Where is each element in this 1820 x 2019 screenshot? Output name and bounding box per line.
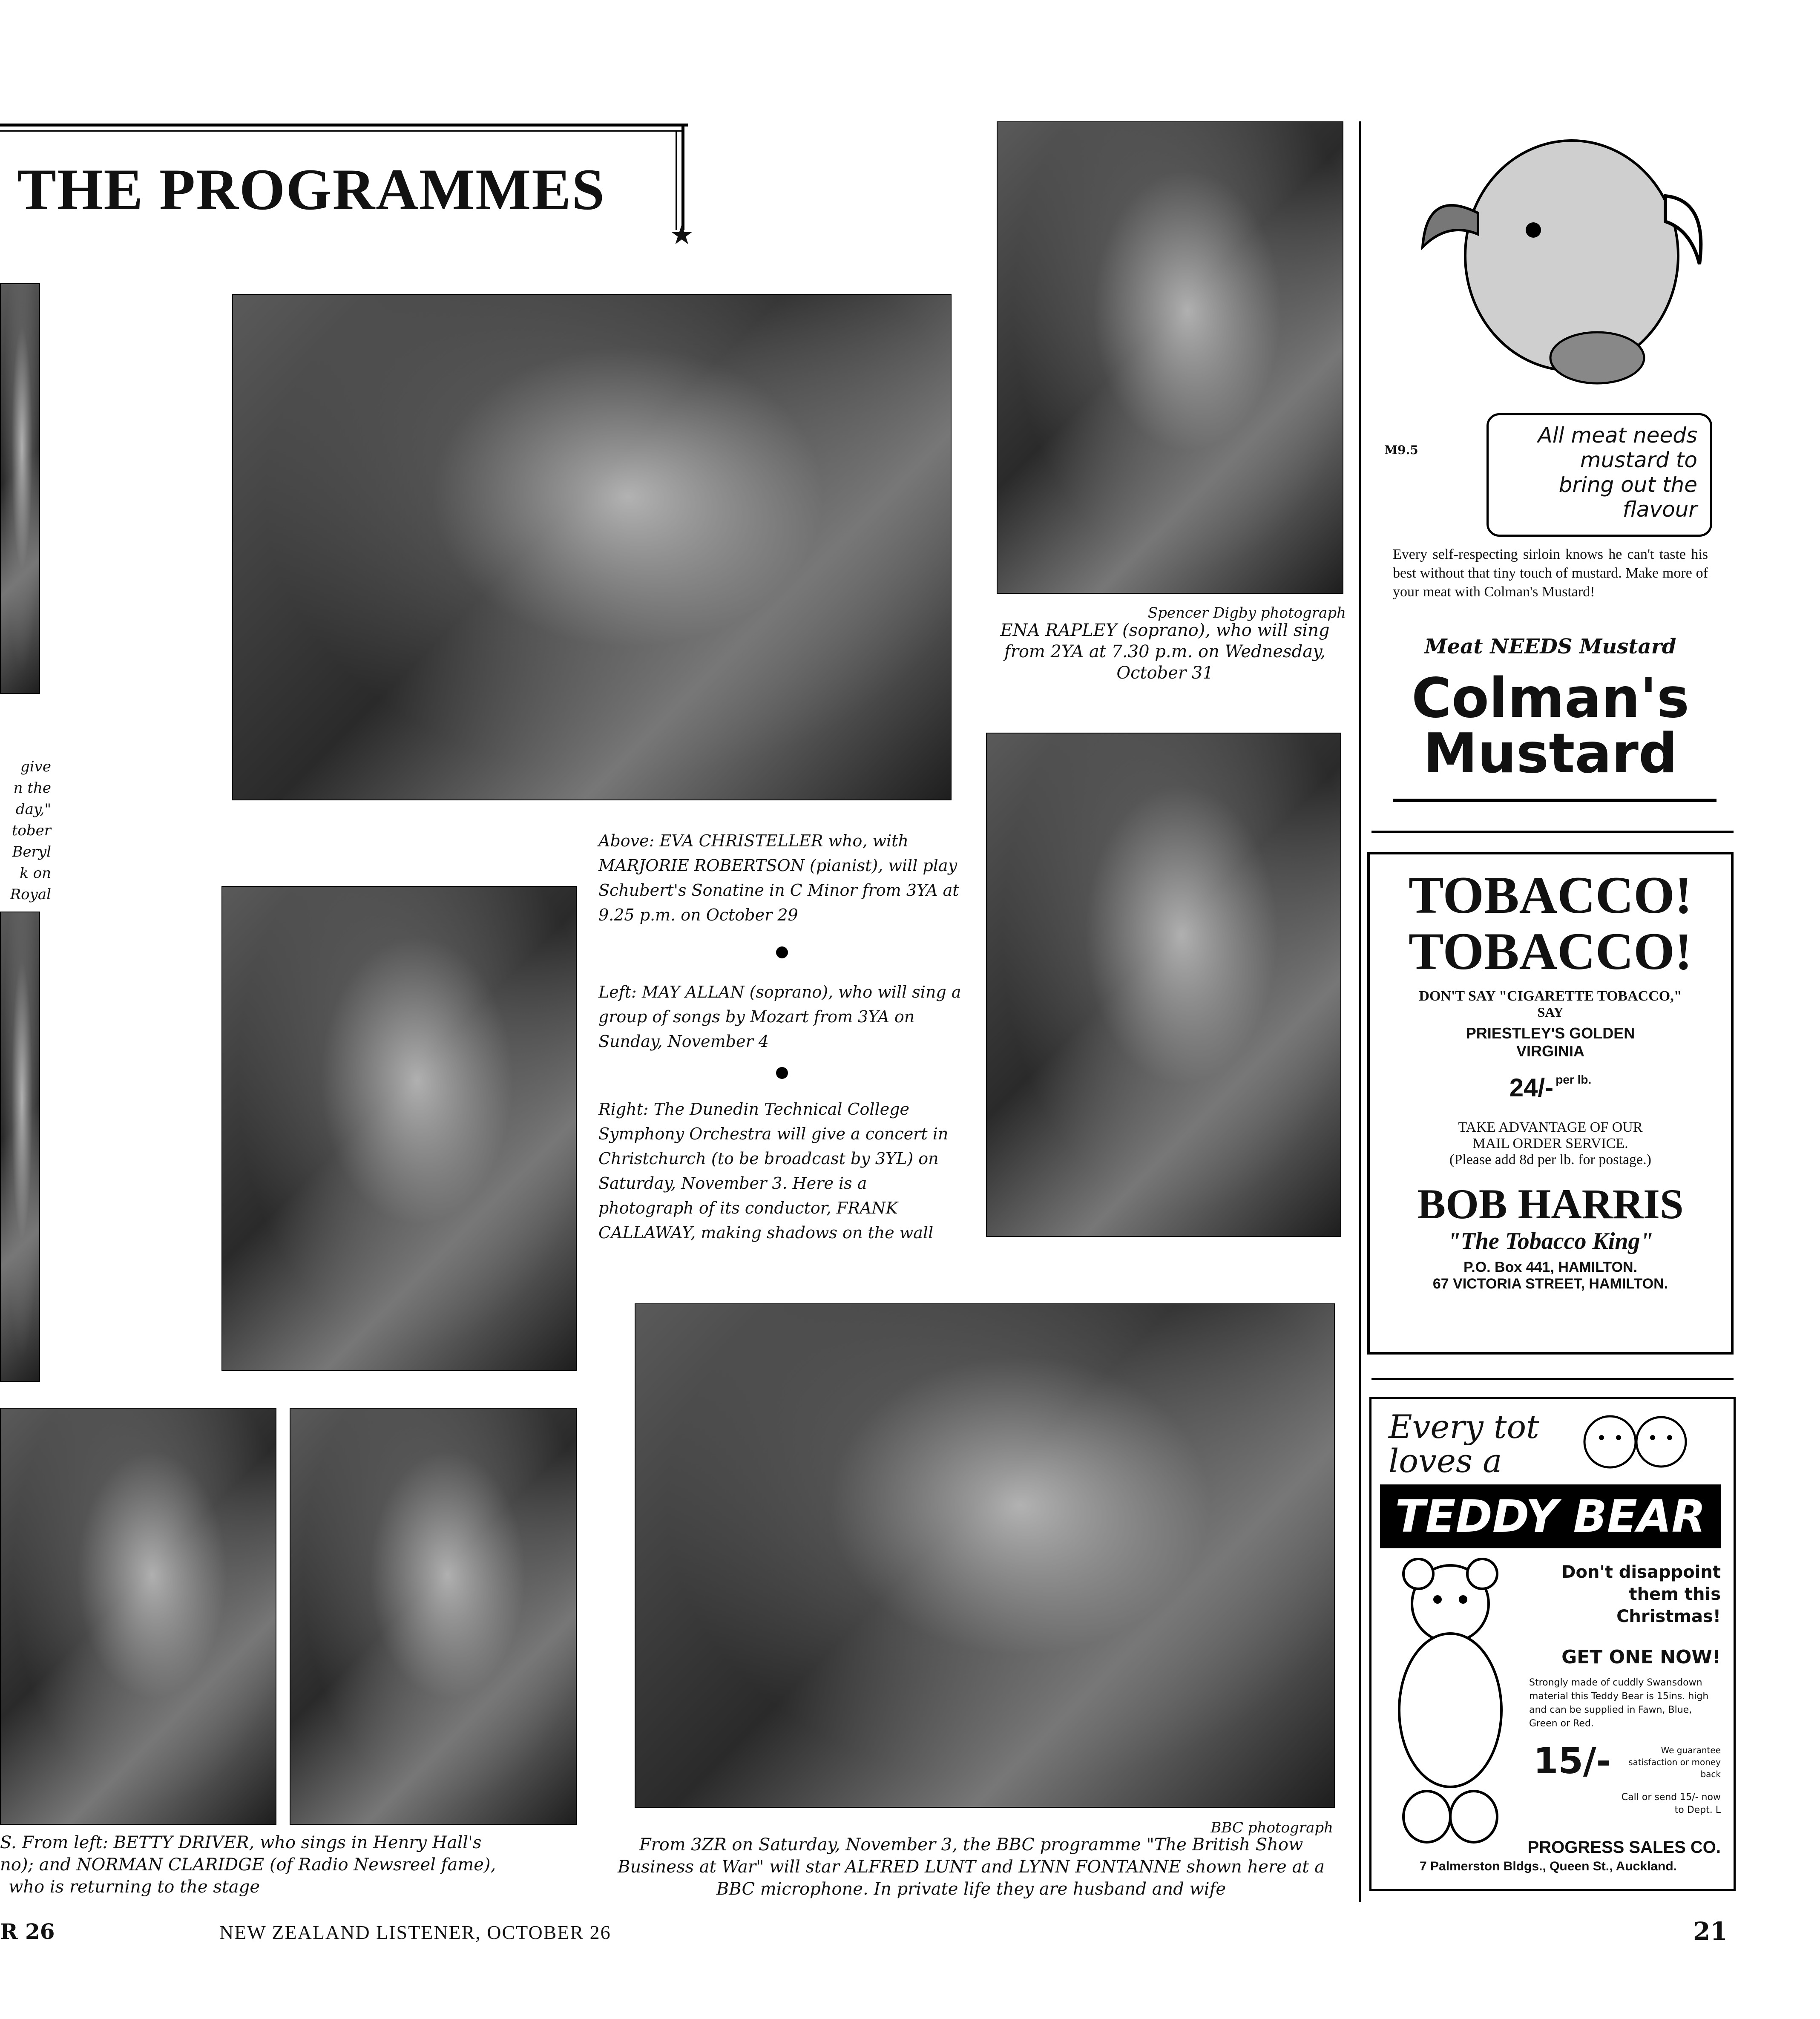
tobacco-line: PRIESTLEY'S GOLDEN [1466,1024,1635,1042]
teddy-address: 7 Palmerston Bldgs., Queen St., Auckland. [1419,1859,1677,1873]
tobacco-ad [1367,852,1734,1355]
teddy-bear-ad [1369,1397,1736,1891]
photo-eva-christeller-violin [232,294,952,800]
tobacco-price: 24/- [1509,1073,1554,1102]
tobacco-mail: TAKE ADVANTAGE OF OUR [1458,1119,1643,1135]
footer-left-page: R 26 [0,1919,55,1944]
page-title: THE PROGRAMMES [17,157,606,222]
bull-head-illustration [1393,136,1716,409]
dunedin-caption: Right: The Dunedin Technical College Symphony Orchestra will give a concert in Christchurch (to be broadcast by 3YL) on Saturday, November 3. Here is a photograph of its conductor, FRANK CALLAWAY, making shadows on the wall [598,1100,949,1242]
tobacco-mail: MAIL ORDER SERVICE. [1472,1136,1628,1151]
teddy-cta: GET ONE NOW! [1561,1646,1721,1668]
tobacco-price-unit: per lb. [1555,1073,1592,1086]
teddy-order: Call or send 15/- now to Dept. L [1621,1792,1721,1815]
title-frame-top-inner [0,130,681,132]
ad-underline [1393,799,1716,802]
ad-separator [1371,831,1734,833]
colmans-brand: Colman's [1412,667,1689,730]
teddy-pitch-line: Christmas! [1616,1607,1721,1626]
photo-norman-claridge [290,1408,577,1825]
star-icon: ★ [670,219,694,251]
teddy-company: PROGRESS SALES CO. [1527,1838,1721,1857]
tobacco-address: P.O. Box 441, HAMILTON. [1463,1259,1638,1275]
title-frame-right-inner [676,130,677,230]
left-cropped-photo-bottom [0,912,40,1382]
colmans-brand: Mustard [1423,722,1678,785]
speech-bubble [1486,413,1712,537]
colmans-body-copy: Every self-respecting sirloin knows he can't taste his best without that tiny touch of mustard. Make more of your meat with Colman's Mustard! [1393,546,1708,600]
children-faces-illustration [1572,1408,1699,1472]
teddy-details: Strongly made of cuddly Swansdown material this Teddy Bear is 15ins. high and can be supplied in Fawn, Blue, Green or Red. [1529,1677,1709,1729]
bottom-left-caption: S. From left: BETTY DRIVER, who sings in Henry Hall's no); and NORMAN CLARIDGE (of Radio Newsreel fame), who is returning to the stage [0,1833,496,1897]
left-fragment-caption: give n the day," tober Beryl k on Royal [10,758,51,903]
tobacco-name: BOB HARRIS [1417,1180,1684,1228]
eva-caption: Above: EVA CHRISTELLER who, with MARJORIE ROBERTSON (pianist), will play Schubert's Sonatine in C Minor from 3YA at 9.25 p.m. on October 29 [598,831,959,924]
photo-ena-rapley [997,121,1343,594]
tobacco-address: 67 VICTORIA STREET, HAMILTON. [1432,1276,1668,1292]
teddy-pitch-line: Don't disappoint [1561,1562,1721,1582]
bubble-line: bring out the [1558,472,1697,497]
teddy-pitch-line: them this [1629,1585,1721,1604]
may-caption: Left: MAY ALLAN (soprano), who will sing a group of songs by Mozart from 3YA on Sunday, November 4 [598,983,961,1051]
bubble-line: mustard to [1580,448,1697,472]
left-cropped-photo-top [0,283,40,694]
teddy-banner: TEDDY BEAR [1380,1484,1721,1548]
tobacco-line: SAY [1537,1004,1564,1020]
teddy-price: 15/- [1533,1740,1611,1782]
teddy-pitch [1533,1561,1721,1628]
ad-separator [1371,1378,1734,1380]
bubble-line: flavour [1622,497,1697,522]
title-frame-right [681,124,684,230]
footer-masthead: NEW ZEALAND LISTENER, OCTOBER 26 [219,1921,611,1943]
tobacco-tagline: "The Tobacco King" [1447,1228,1653,1254]
bullet-icon [776,946,788,958]
bbc-photo-credit: BBC photograph [1210,1819,1333,1836]
tobacco-headline: TOBACCO! [1408,866,1692,924]
column-divider [1359,121,1361,1902]
photo-may-allan [221,886,577,1371]
teddy-guarantee: We guarantee satisfaction or money back [1628,1745,1721,1779]
tobacco-mail: (Please add 8d per lb. for postage.) [1449,1152,1651,1168]
tobacco-line: DON'T SAY "CIGARETTE TOBACCO," [1419,988,1682,1004]
colmans-slogan: Meat NEEDS Mustard [1424,635,1676,659]
photo-betty-driver [0,1408,276,1825]
bubble-line: All meat needs [1538,423,1697,448]
teddy-bear-illustration [1380,1557,1521,1846]
ena-caption: ENA RAPLEY (soprano), who will sing from 2YA at 7.30 p.m. on Wednesday, October 31 [1000,621,1330,683]
teddy-script: loves a [1389,1442,1502,1480]
footer-page-number: 21 [1693,1917,1728,1946]
colmans-mustard-ad [1384,136,1716,809]
title-frame-top [0,124,688,127]
ena-photo-credit: Spencer Digby photograph [1147,604,1346,621]
photo-frank-callaway-conductor [986,733,1341,1237]
photo-bbc-microphone-lunt-fontanne [635,1303,1335,1808]
bbc-caption: From 3ZR on Saturday, November 3, the BBC programme "The British Show Business at War" will star ALFRED LUNT and LYNN FONTANNE shown here at a BBC microphone. In private life they are husband and wife [618,1835,1325,1899]
teddy-script: Every tot [1389,1408,1539,1446]
bullet-icon [776,1067,788,1079]
ad-code: M9.5 [1384,443,1418,457]
tobacco-headline: TOBACCO! [1408,922,1692,981]
tobacco-line: VIRGINIA [1516,1042,1584,1060]
